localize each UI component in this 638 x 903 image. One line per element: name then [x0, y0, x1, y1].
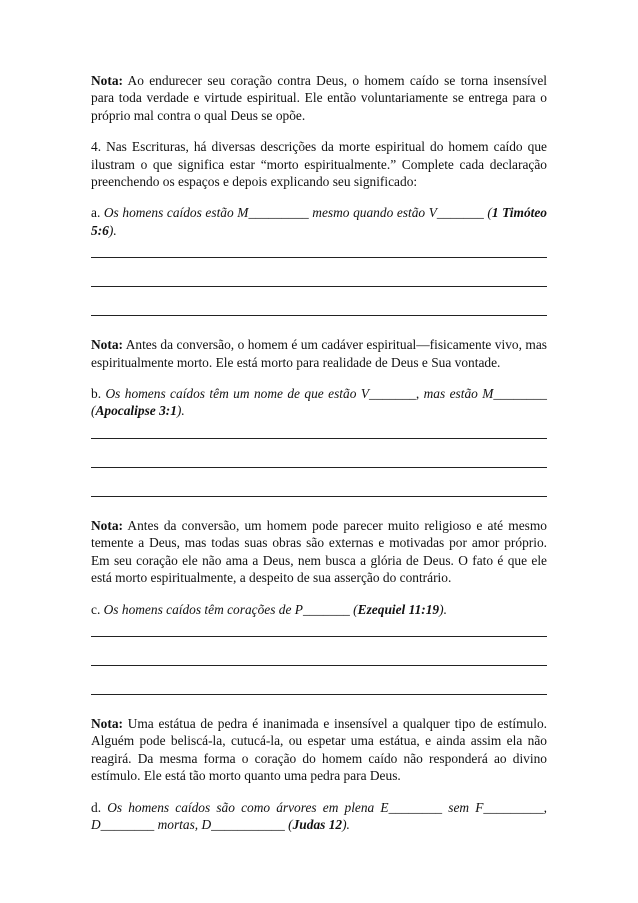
- item-a-prefix: a.: [91, 205, 104, 221]
- note-text: Uma estátua de pedra é inanimada e insensível a qualquer tipo de estímulo. Alguém pode beliscá-la, cutucá-la, ou espetar uma estátua, e ainda assim ela não reagirá. Da mesma forma o coração do homem caído não responderá ao divino estímulo. Ele está tão morto quanto uma pedra para Deus.: [91, 715, 547, 784]
- item-b-statement: Os homens caídos têm um nome de que estão V_______, mas estão M________ (: [91, 386, 547, 419]
- item-c-reference: Ezequiel 11:19: [357, 601, 440, 617]
- answer-line[interactable]: [91, 496, 547, 497]
- item-d-prefix: d.: [91, 799, 108, 815]
- answer-line[interactable]: [91, 286, 547, 287]
- spacer: [91, 124, 547, 138]
- answer-lines-a: [91, 239, 547, 316]
- note-4: [91, 715, 547, 785]
- spacer: [91, 190, 547, 204]
- note-label: Nota:: [91, 715, 123, 731]
- item-c: [91, 601, 547, 618]
- note-1: [91, 72, 547, 124]
- spacer: [91, 371, 547, 385]
- note-3: [91, 517, 547, 587]
- item-d-suffix: ).: [342, 816, 350, 832]
- item-b: [91, 385, 547, 420]
- item-d-statement: Os homens caídos são como árvores em plena E________ sem F_________, D________ mortas, D___________ (: [91, 799, 548, 832]
- item-b-prefix: b.: [91, 386, 106, 402]
- answer-line[interactable]: [91, 257, 547, 258]
- item-c-prefix: c.: [91, 601, 104, 617]
- note-text: Antes da conversão, um homem pode parecer muito religioso e até mesmo temente a Deus, mas todas suas obras são externas e motivadas por amor próprio. Em seu coração ele não ama a Deus, nem busca a glória de Deus. O fato é que ele está morto espiritualmente, a despeito de sua asserção do contrário.: [91, 517, 547, 586]
- item-a-reference: 1 Timóteo 5:6: [91, 205, 547, 238]
- question-4: 4. Nas Escrituras, há diversas descrições da morte espiritual do homem caído que ilustram o que significa estar “morto espiritualmente.” Complete cada declaração preenchendo os espaços e depois explicando seu significado:: [91, 139, 547, 190]
- item-c-statement: Os homens caídos têm corações de P_______ (: [103, 601, 358, 617]
- item-a: [91, 204, 547, 239]
- note-label: Nota:: [91, 337, 123, 353]
- item-a-statement: Os homens caídos estão M_________ mesmo quando estão V_______ (: [103, 205, 492, 221]
- item-b-suffix: ).: [176, 403, 185, 419]
- document-content: [91, 72, 547, 833]
- note-text: Antes da conversão, o homem é um cadáver espiritual—fisicamente vivo, mas espiritualmente morto. Ele está morto para realidade de Deus e Sua vontade.: [91, 337, 547, 370]
- answer-lines-b: [91, 420, 547, 497]
- item-d-reference: Judas 12: [292, 816, 343, 832]
- answer-line[interactable]: [91, 315, 547, 316]
- answer-line[interactable]: [91, 467, 547, 468]
- answer-line[interactable]: [91, 636, 547, 637]
- note-text: Ao endurecer seu coração contra Deus, o homem caído se torna insensível para toda verdade e virtude espiritual. Ele então voluntariamente se entrega para o próprio mal contra o qual Deus se opõe.: [91, 73, 547, 123]
- note-label: Nota:: [91, 517, 123, 533]
- item-a-suffix: ).: [108, 222, 117, 238]
- spacer: [91, 785, 547, 799]
- note-2: [91, 336, 547, 371]
- item-c-suffix: ).: [439, 601, 447, 617]
- item-d: [91, 799, 547, 834]
- item-b-reference: Apocalipse 3:1: [95, 403, 177, 419]
- answer-lines-c: [91, 618, 547, 695]
- spacer: [91, 587, 547, 601]
- note-label: Nota:: [91, 73, 123, 88]
- answer-line[interactable]: [91, 665, 547, 666]
- answer-line[interactable]: [91, 438, 547, 439]
- answer-line[interactable]: [91, 694, 547, 695]
